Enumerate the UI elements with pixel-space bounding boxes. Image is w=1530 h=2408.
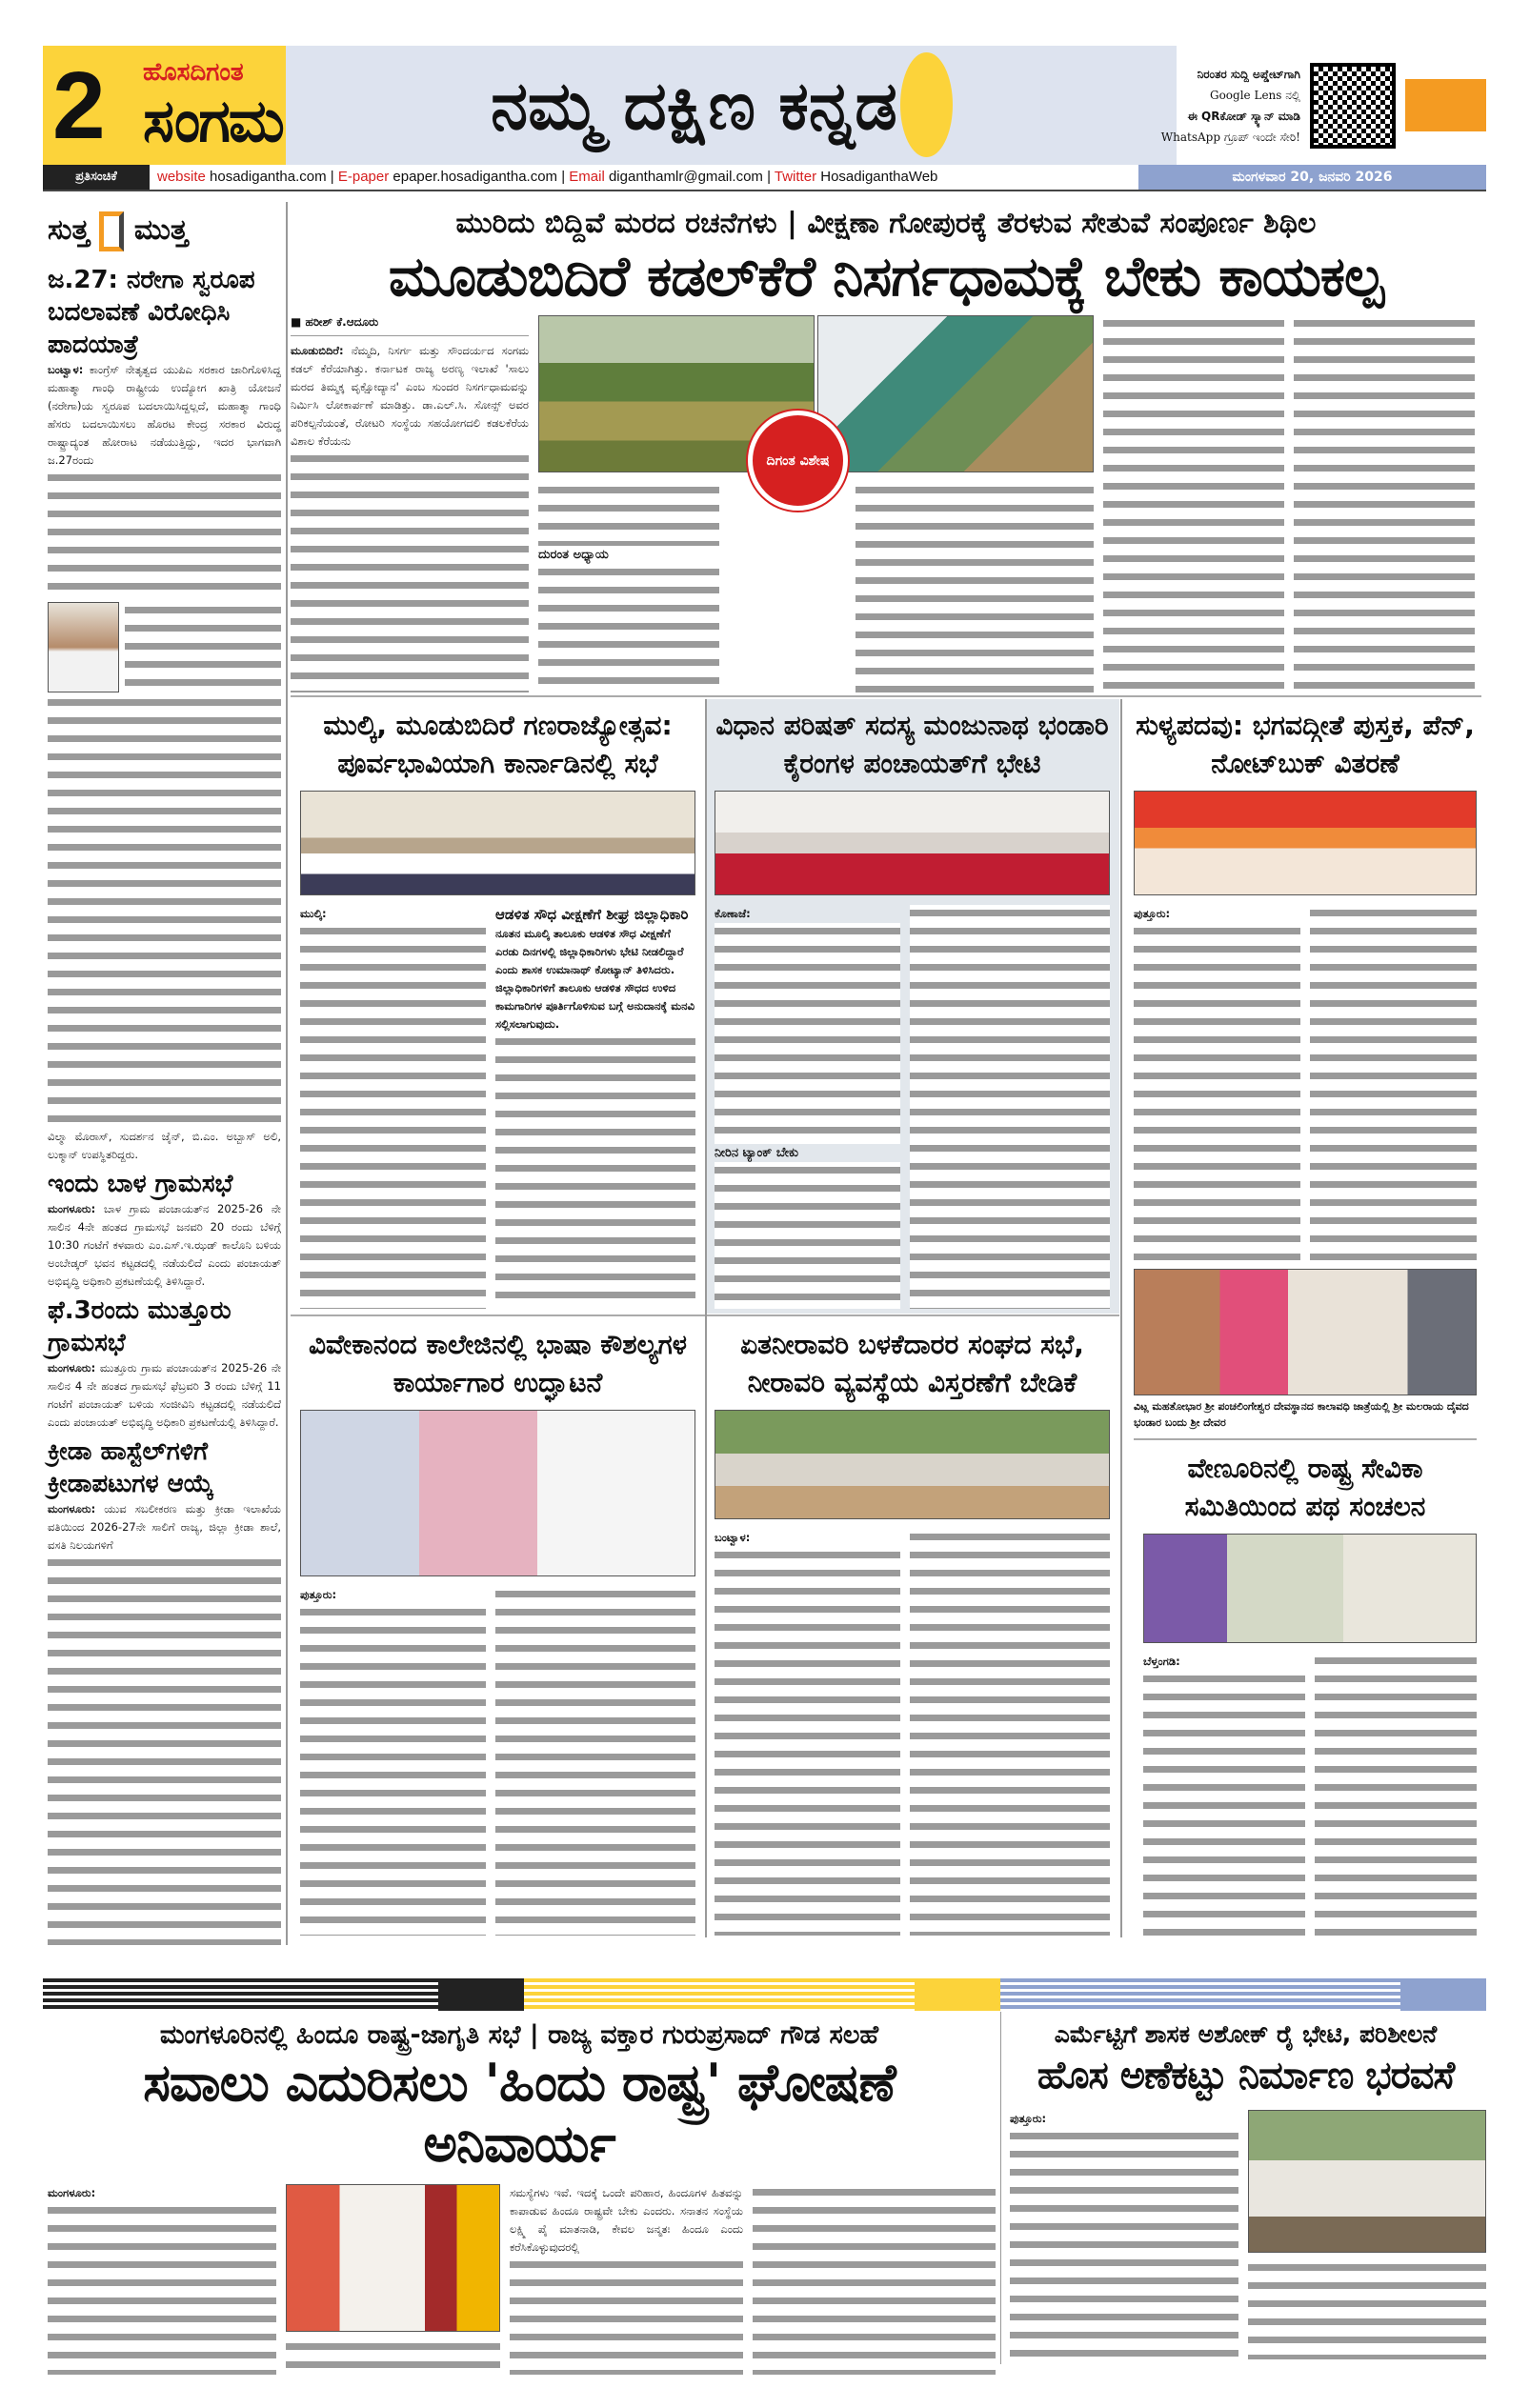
- twitter-link[interactable]: HosadiganthaWeb: [820, 169, 938, 185]
- dateline: ಮಂಗಳೂರು:: [48, 1202, 96, 1216]
- dateline: ಮಂಗಳೂರು:: [48, 1502, 96, 1516]
- text-block: [1010, 2128, 1238, 2359]
- qr-line: ಈ QRಕೋಡ್ ಸ್ಕ್ಯಾನ್ ಮಾಡಿ: [1187, 109, 1300, 123]
- workshop-photo: [300, 1410, 695, 1576]
- text-block: [510, 2257, 743, 2375]
- bottom-story-right: [1005, 2018, 1486, 2359]
- byline: ■ ಹರೀಶ್ ಕೆ.ಆದೂರು: [291, 315, 529, 336]
- brand-block: [143, 57, 302, 154]
- text-block: [1315, 1653, 1477, 1936]
- lead-story: [291, 205, 1481, 692]
- email-link[interactable]: diganthamlr@gmail.com: [608, 169, 763, 185]
- text-block: [1103, 315, 1284, 692]
- dam-inspection-photo: [1248, 2110, 1486, 2253]
- brief-body: ವಿಲ್ಮಾ ಮೊರಾಸ್, ಸುದರ್ಶನ ಜೈನ್, ಬಿ.ಎಂ. ಅಬ್ಬಾಸ್ ಅಲಿ, ಲುಕ್ಮಾನ್ ಉಪಸ್ಥಿತರಿದ್ದರು.: [48, 1130, 281, 1162]
- text-block: [286, 2338, 500, 2375]
- contact-links: website hosadigantha.com | E-paper epaper.hosadigantha.com | Email diganthamlr@gmail.com | Twitter HosadiganthaWeb: [157, 169, 938, 185]
- text-block: [910, 905, 1110, 1309]
- story-vivekananda: [295, 1326, 700, 1936]
- text-block: [300, 923, 486, 1309]
- story-sullyapadavu: [1129, 707, 1481, 1264]
- dateline: ಕೊಣಾಜೆ:: [715, 907, 751, 920]
- sidebar-box: [495, 905, 695, 1309]
- lead-kicker: ಮುರಿದು ಬಿದ್ದಿವೆ ಮರದ ರಚನೆಗಳು | ವೀಕ್ಷಣಾ ಗೋಪುರಕ್ಕೆ ತೆರಳುವ ಸೇತುವೆ ಸಂಪೂರ್ಣ ಶಿಥಿಲ: [455, 207, 1317, 240]
- page-number: 2: [52, 51, 106, 159]
- story-irrigation: [710, 1326, 1115, 1936]
- lead-text: ನೆಮ್ಮದಿ, ನಿಸರ್ಗ ಮತ್ತು ಸೌಂದರ್ಯದ ಸಂಗಮ ಕಡಲ್ ಕೆರೆಯಾಗಿತ್ತು. ಕರ್ನಾಟಕ ರಾಜ್ಯ ಅರಣ್ಯ ಇಲಾಖೆ 'ಸಾಲು ಮರದ ತಿಮ್ಮಕ್ಕ ವೃಕ್ಷೋದ್ಯಾನ' ಎಂಬ ಸುಂದರ ನಿಸರ್ಗಧಾಮವನ್ನು ನಿರ್ಮಿಸಿ ಲೋಕಾರ್ಪಣೆ ಮಾಡಿತ್ತು. ಡಾ.ಎಲ್.ಸಿ. ಸೋನ್ಸ್ ಅವರ ಪರಿಕಲ್ಪನೆಯಂತೆ, ರೋಟರಿ ಸಂಸ್ಥೆಯ ಸಹಯೋಗದಲಿ ಕಡಲಕೆರೆಯ ವಿಶಾಲ ಕೆರೆಯನು: [291, 344, 530, 448]
- dateline: ಬಂಟ್ವಾಳ:: [48, 363, 84, 376]
- qr-line: WhatsApp ಗ್ರೂಪ್ ಇಂದೇ ಸೇರಿ!: [1160, 130, 1300, 144]
- dateline: ಪುತ್ತೂರು:: [1134, 907, 1171, 920]
- text-block: [291, 451, 529, 692]
- meeting-photo: [300, 791, 695, 895]
- lead-subcolumn: [538, 482, 719, 692]
- story-subhead: ನೀರಿನ ಟ್ಯಾಂಕ್ ಬೇಕು: [715, 1145, 798, 1160]
- stripe-blue-block: [1400, 1978, 1486, 2011]
- column-divider: [286, 202, 288, 1945]
- stripe-yellow-block: [915, 1978, 1000, 2011]
- story-headline: ಮುಲ್ಕಿ, ಮೂಡುಬಿದಿರೆ ಗಣರಾಜ್ಯೋತ್ಸವ: ಪೂರ್ವಭಾವಿಯಾಗಿ ಕಾರ್ನಾಡಿನಲ್ಲಿ ಸಭೆ: [323, 710, 673, 779]
- text-block: [495, 1033, 695, 1309]
- story-mulki: [295, 707, 700, 1309]
- photo-caption: ವಿಟ್ಲ ಮಹತೋಭಾರ ಶ್ರೀ ಪಂಚಲಿಂಗೇಶ್ವರ ದೇವಸ್ಥಾನದ ಕಾಲಾವಧಿ ಜಾತ್ರೆಯಲ್ಲಿ ಶ್ರೀ ಮಲರಾಯ ದೈವದ ಭಂಡಾರ ಬಂದು ಶ್ರೀ ದೇವರ: [1134, 1400, 1469, 1429]
- dateline: ಬೆಳ್ತಂಗಡಿ:: [1143, 1655, 1180, 1668]
- byline-name: ಹರೀಶ್ ಕೆ.ಆದೂರು: [305, 315, 379, 329]
- link-label: Twitter: [774, 169, 817, 185]
- bottom-kicker: ಎರ್ಮೆಟ್ಟಿಗೆ ಶಾಸಕ ಅಶೋಕ್ ರೈ ಭೇಟಿ, ಪರಿಶೀಲನೆ: [1054, 2020, 1438, 2048]
- dateline: ಬಂಟ್ವಾಳ:: [715, 1531, 751, 1544]
- badge-text: ದಿಗಂತ ವಿಶೇಷ: [766, 452, 830, 469]
- bottom-body: ಸಮಸ್ಯೆಗಳು ಇವೆ. ಇದಕ್ಕೆ ಒಂದೇ ಪರಿಹಾರ, ಹಿಂದೂಗಳ ಹಿತವನ್ನು ಕಾಪಾಡುವ ಹಿಂದೂ ರಾಷ್ಟ್ರವೇ ಬೇಕು ಎಂದರು. ಸನಾತನ ಸಂಸ್ಥೆಯ ಲಕ್ಷ್ಮಿ ಪೈ ಮಾತನಾಡಿ, ಕೇವಲ ಜನ್ಮತಃ ಹಿಂದೂ ಎಂದು ಕರೆಸಿಕೊಳ್ಳುವುದರಲ್ಲಿ: [510, 2186, 743, 2254]
- text-block: [715, 1547, 900, 1936]
- region-title: ನಮ್ಮ ದಕ್ಷಿಣ ಕನ್ನಡ: [491, 66, 897, 145]
- text-block: [1294, 315, 1475, 692]
- bottom-story-left: [43, 2018, 996, 2375]
- temple-festival-photo: [1134, 1269, 1477, 1395]
- lead-column-2: [538, 315, 1094, 692]
- column-divider: [1120, 699, 1122, 1937]
- brief-body: ಕಾಂಗ್ರೆಸ್ ನೇತೃತ್ವದ ಯುಪಿಎ ಸರಕಾರ ಜಾರಿಗೊಳಿಸಿದ್ದ ಮಹಾತ್ಮಾ ಗಾಂಧಿ ರಾಷ್ಟ್ರೀಯ ಉದ್ಯೋಗ ಖಾತ್ರಿ ಯೋಜನೆ (ನರೇಗಾ)ಯ ಸ್ವರೂಪ ಬದಲಾಯಿಸಿದ್ದಲ್ಲದೆ, ಮಹಾತ್ಮಾ ಗಾಂಧಿ ಹೆಸರು ಬದಲಾಯಿಸಲು ಹೊರಟ ಕೇಂದ್ರ ಸರಕಾರ ವಿರುದ್ಧ ರಾಷ್ಟ್ರಾದ್ಯಂತ ಹೋರಾಟ ನಡೆಯುತ್ತಿದ್ದು, ಇದರ ಭಾಗವಾಗಿ ಜ.27ರಂದು: [48, 363, 281, 467]
- story-headline: ವೇಣೂರಿನಲ್ಲಿ ರಾಷ್ಟ್ರ ಸೇವಿಕಾ ಸಮಿತಿಯಿಂದ ಪಥ ಸಂಚಲನ: [1184, 1453, 1426, 1522]
- section-title: ಸಂಗಮ: [143, 85, 283, 155]
- lead-column-1: [291, 315, 529, 692]
- text-block: [1248, 2259, 1486, 2359]
- lead-subhead: ದುರಂತ ಅಧ್ಯಾಯ: [538, 548, 609, 563]
- text-block: [715, 923, 900, 1144]
- column-title-b: ಮುತ್ತ: [133, 213, 189, 247]
- brief-headline: ಫೆ.3ರಂದು ಮುತ್ತೂರು ಗ್ರಾಮಸಭೆ: [48, 1296, 232, 1358]
- dateline: ಮುಲ್ಕಿ:: [300, 907, 327, 920]
- text-block: [910, 1529, 1110, 1936]
- divider: [291, 1314, 705, 1316]
- column-title: [48, 207, 281, 254]
- link-label: website: [157, 169, 206, 185]
- bottom-headline: ಸವಾಲು ಎದುರಿಸಲು 'ಹಿಂದು ರಾಷ್ಟ್ರ' ಘೋಷಣೆ ಅನಿವಾರ್ಯ: [143, 2053, 896, 2174]
- brand-logo: ಹೊಸದಿಗಂತ: [143, 57, 244, 87]
- brief-headline: ಜ.27: ನರೇಗಾ ಸ್ವರೂಪ ಬದಲಾವಣೆ ವಿರೋಧಿಸಿ ಪಾದಯಾತ್ರೆ: [48, 266, 255, 359]
- text-block: [715, 1162, 900, 1309]
- distribution-photo: [1134, 791, 1477, 895]
- epaper-link[interactable]: epaper.hosadigantha.com: [393, 169, 558, 185]
- story-headline: ವಿಧಾನ ಪರಿಷತ್ ಸದಸ್ಯ ಮಂಜುನಾಥ ಭಂಡಾರಿ ಕೈರಂಗಳ ಪಂಚಾಯತ್‌ಗೆ ಭೇಟಿ: [715, 710, 1109, 779]
- story-manjunatha: [710, 707, 1115, 1309]
- brief-body: ಯುವ ಸಬಲೀಕರಣ ಮತ್ತು ಕ್ರೀಡಾ ಇಲಾಖೆಯ ವತಿಯಿಂದ 2026-27ನೇ ಸಾಲಿಗೆ ರಾಜ್ಯ, ಜಿಲ್ಲಾ ಕ್ರೀಡಾ ಶಾಲೆ, ವಸತಿ ನಿಲಯಗಳಿಗೆ: [48, 1502, 281, 1553]
- bottom-kicker: ಮಂಗಳೂರಿನಲ್ಲಿ ಹಿಂದೂ ರಾಷ್ಟ್ರ-ಜಾಗೃತಿ ಸಭೆ | ರಾಜ್ಯ ವಕ್ತಾರ ಗುರುಪ್ರಸಾದ್ ಗೌಡ ಸಲಹೆ: [159, 2020, 879, 2050]
- masthead: [43, 46, 1486, 165]
- bottom-headline: ಹೊಸ ಅಣೆಕಟ್ಟು ನಿರ್ಮಾಣ ಭರವಸೆ: [1037, 2054, 1455, 2097]
- text-block: [753, 2184, 996, 2375]
- right-column-stories: [1134, 1269, 1477, 1936]
- column-divider: [1000, 2012, 1001, 2364]
- column-title-a: ಸುತ್ತ: [48, 213, 90, 247]
- text-block: [48, 470, 281, 600]
- text-block: [125, 602, 281, 692]
- text-block: [538, 482, 719, 546]
- text-block: [300, 1604, 486, 1936]
- march-photo: [1143, 1534, 1477, 1643]
- divider: [707, 1314, 1119, 1316]
- link-label: Email: [569, 169, 605, 185]
- brief-headline: ಇಂದು ಬಾಳ ಗ್ರಾಮಸಭೆ: [48, 1170, 233, 1199]
- dateline: ಮೂಡುಬಿದಿರೆ:: [291, 344, 344, 357]
- lead-body: [291, 342, 529, 451]
- story-headline: ಏತನೀರಾವರಿ ಬಳಕೆದಾರರ ಸಂಘದ ಸಭೆ, ನೀರಾವರಿ ವ್ಯವಸ್ಥೆಯ ವಿಸ್ತರಣೆಗೆ ಬೇಡಿಕೆ: [740, 1329, 1084, 1398]
- column-divider: [705, 699, 707, 1937]
- edition-label: ಪ್ರತಿಸಂಚಿಕೆ: [43, 165, 150, 190]
- text-block: [48, 1555, 281, 1945]
- visit-photo: [715, 791, 1110, 895]
- qr-instructions: [1086, 64, 1310, 148]
- info-bar: [43, 165, 1486, 191]
- link-label: E-paper: [337, 169, 390, 185]
- portrait-photo: [48, 602, 119, 692]
- lead-headline: ಮೂಡುಬಿದಿರೆ ಕಡಲ್‌ಕೆರೆ ನಿಸರ್ಗಧಾಮಕ್ಕೆ ಬೇಕು ಕಾಯಕಲ್ಪ: [388, 244, 1384, 309]
- bottom-columns: [43, 2184, 996, 2375]
- story-headline: ವಿವೇಕಾನಂದ ಕಾಲೇಜಿನಲ್ಲಿ ಭಾಷಾ ಕೌಶಲ್ಯಗಳ ಕಾರ್ಯಾಗಾರ ಉದ್ಘಾಟನೆ: [308, 1329, 688, 1398]
- dateline: ಮಂಗಳೂರು:: [48, 1361, 96, 1375]
- text-block: [1143, 1671, 1305, 1936]
- text-block: [48, 694, 281, 1128]
- orange-block: [1405, 79, 1486, 131]
- left-column: [48, 207, 281, 1945]
- dateline: ಪುತ್ತೂರು:: [300, 1588, 337, 1601]
- brief-body: ಬಾಳ ಗ್ರಾಮ ಪಂಚಾಯತ್‌ನ 2025-26 ನೇ ಸಾಲಿನ 4ನೇ ಹಂತದ ಗ್ರಾಮಸಭೆ ಜನವರಿ 20 ರಂದು ಬೆಳಿಗ್ಗೆ 10:30 ಗಂಟೆಗೆ ಕಳವಾರು ಎಂ.ಎಸ್.ಇ.ಝಡ್ ಕಾಲೊನಿ ಬಳಿಯ ಅಂಬೇಡ್ಕರ್ ಭವನ ಕಟ್ಟಡದಲ್ಲಿ ನಡೆಯಲಿದೆ ಎಂದು ಪಂಚಾಯತ್ ಅಭಿವೃದ್ಧಿ ಅಧಿಕಾರಿ ಪ್ರಕಟಣೆಯಲ್ಲಿ ತಿಳಿಸಿದ್ದಾರೆ.: [48, 1202, 281, 1289]
- dateline: ಮಂಗಳೂರು:: [48, 2186, 96, 2199]
- brief-headline: ಕ್ರೀಡಾ ಹಾಸ್ಟೆಲ್‌ಗಳಿಗೆ ಕ್ರೀಡಾಪಟುಗಳ ಆಯ್ಕೆ: [48, 1437, 214, 1499]
- page-content: [0, 197, 1530, 2364]
- text-block: [856, 482, 1094, 692]
- divider: [1134, 1438, 1477, 1440]
- bottom-columns: [1005, 2110, 1486, 2359]
- brief-body: ಮುತ್ತೂರು ಗ್ರಾಮ ಪಂಚಾಯತ್‌ನ 2025-26 ನೇ ಸಾಲಿನ 4 ನೇ ಹಂತದ ಗ್ರಾಮಸಭೆ ಫೆಬ್ರವರಿ 3 ರಂದು ಬೆಳಿಗ್ಗೆ 11 ಗಂಟೆಗೆ ಪಂಚಾಯತ್ ಬಳಿಯ ಸಂಜೀವಿನಿ ಕಟ್ಟಡದಲ್ಲಿ ನಡೆಯಲಿದೆ ಎಂದು ಪಂಚಾಯತ್ ಅಭಿವೃದ್ಧಿ ಅಧಿಕಾರಿ ಪ್ರಕಟಣೆಯಲ್ಲಿ ತಿಳಿಸಿದ್ದಾರೆ.: [48, 1361, 282, 1430]
- text-block: [538, 564, 719, 692]
- text-block: [48, 2202, 276, 2375]
- text-block: [1310, 905, 1477, 1264]
- issue-date: ಮಂಗಳವಾರ 20, ಜನವರಿ 2026: [1138, 165, 1486, 190]
- dateline: ಪುತ್ತೂರು:: [1010, 2112, 1047, 2125]
- lamp-lighting-photo: [286, 2184, 500, 2332]
- box-headline: ಆಡಳಿತ ಸೌಧ ವೀಕ್ಷಣೆಗೆ ಶೀಘ್ರ ಜಿಲ್ಲಾಧಿಕಾರಿ: [495, 906, 689, 923]
- qr-line: Google Lens ನಲ್ಲಿ: [1210, 88, 1300, 102]
- story-headline: ಸುಳ್ಯಪದವು: ಭಗವದ್ಗೀತೆ ಪುಸ್ತಕ, ಪೆನ್, ನೋಟ್‌ಬುಕ್ ವಿತರಣೆ: [1136, 710, 1475, 779]
- bridge-photo: [817, 315, 1094, 472]
- irrigation-meeting-photo: [715, 1410, 1110, 1519]
- box-body: ನೂತನ ಮೂಲ್ಕಿ ತಾಲೂಕು ಆಡಳಿತ ಸೌಧ ವೀಕ್ಷಣೆಗೆ ಎರಡು ದಿನಗಳಲ್ಲಿ ಜಿಲ್ಲಾಧಿಕಾರಿಗಳು ಭೇಟಿ ನೀಡಲಿದ್ದಾರೆ ಎಂದು ಶಾಸಕ ಉಮಾನಾಥ್ ಕೋಟ್ಯಾನ್ ತಿಳಿಸಿದರು. ಜಿಲ್ಲಾಧಿಕಾರಿಗಳಿಗೆ ತಾಲೂಕು ಆಡಳಿತ ಸೌಧದ ಉಳಿದ ಕಾಮಗಾರಿಗಳ ಪೂರ್ತಿಗೊಳಿಸುವ ಬಗ್ಗೆ ಅನುದಾನಕ್ಕೆ ಮನವಿ ಸಲ್ಲಿಸಲಾಗುವುದು.: [495, 927, 695, 1031]
- divider: [291, 695, 1481, 697]
- qr-line: ನಿರಂತರ ಸುದ್ದಿ ಅಪ್ಡೇಟ್‌ಗಾಗಿ: [1197, 67, 1300, 81]
- website-link[interactable]: hosadigantha.com: [210, 169, 327, 185]
- qr-code-icon[interactable]: [1310, 63, 1396, 149]
- text-block: [495, 1586, 695, 1936]
- text-block: [1134, 923, 1300, 1264]
- digantha-special-badge: [748, 411, 848, 511]
- window-icon: [99, 211, 124, 251]
- stripe-black-block: [438, 1978, 524, 2011]
